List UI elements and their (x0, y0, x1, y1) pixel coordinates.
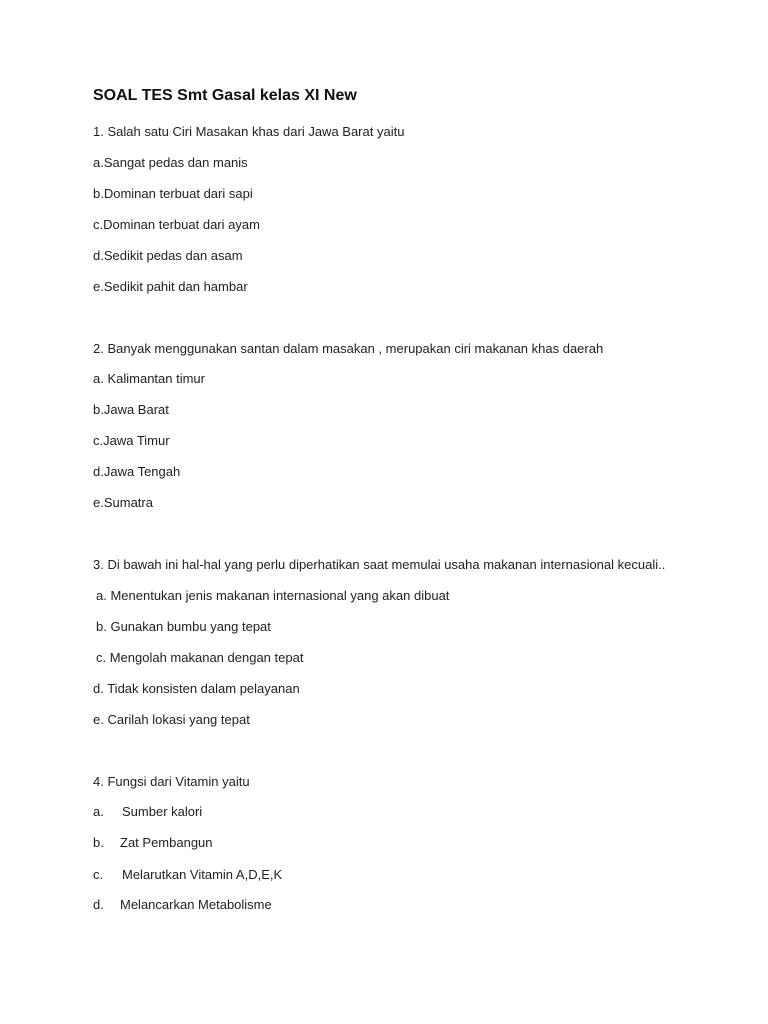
question-1: 1. Salah satu Ciri Masakan khas dari Jawa Barat yaitu (93, 124, 405, 139)
q4-option-d (93, 897, 272, 912)
q4-option-marker: b. (93, 835, 104, 850)
q4-option-text: Sumber kalori (122, 804, 203, 819)
q3-option-d: d. Tidak konsisten dalam pelayanan (93, 681, 300, 696)
q1-option-b: b.Dominan terbuat dari sapi (93, 186, 253, 201)
q2-option-a: a. Kalimantan timur (93, 371, 205, 386)
q3-option-a: a. Menentukan jenis makanan internasional yang akan dibuat (96, 588, 450, 603)
q4-option-a (93, 804, 203, 819)
q1-option-d: d.Sedikit pedas dan asam (93, 248, 243, 263)
q4-option-marker: d. (93, 897, 104, 912)
q1-option-a: a.Sangat pedas dan manis (93, 155, 248, 170)
question-2: 2. Banyak menggunakan santan dalam masakan , merupakan ciri makanan khas daerah (93, 341, 604, 356)
question-4: 4. Fungsi dari Vitamin yaitu (93, 774, 250, 789)
document-title: SOAL TES Smt Gasal kelas XI New (93, 87, 357, 104)
q2-option-e: e.Sumatra (93, 495, 153, 510)
q2-option-b: b.Jawa Barat (93, 402, 169, 417)
q1-option-e: e.Sedikit pahit dan hambar (93, 279, 248, 294)
q3-option-e: e. Carilah lokasi yang tepat (93, 712, 250, 727)
q2-option-d: d.Jawa Tengah (93, 464, 181, 479)
q4-option-marker: c. (93, 867, 104, 882)
q4-option-text: Melancarkan Metabolisme (120, 897, 272, 912)
q3-option-c: c. Mengolah makanan dengan tepat (96, 650, 304, 665)
question-3: 3. Di bawah ini hal-hal yang perlu diperhatikan saat memulai usaha makanan internasional kecuali.. (93, 557, 666, 572)
q2-option-c: c.Jawa Timur (93, 433, 170, 448)
q1-option-c: c.Dominan terbuat dari ayam (93, 217, 260, 232)
q3-option-b: b. Gunakan bumbu yang tepat (96, 619, 271, 634)
q4-option-b (93, 835, 213, 850)
q4-option-text: Zat Pembangun (120, 835, 213, 850)
q4-option-marker: a. (93, 804, 104, 819)
q4-option-text: Melarutkan Vitamin A,D,E,K (122, 867, 283, 882)
q4-option-c (93, 867, 283, 882)
